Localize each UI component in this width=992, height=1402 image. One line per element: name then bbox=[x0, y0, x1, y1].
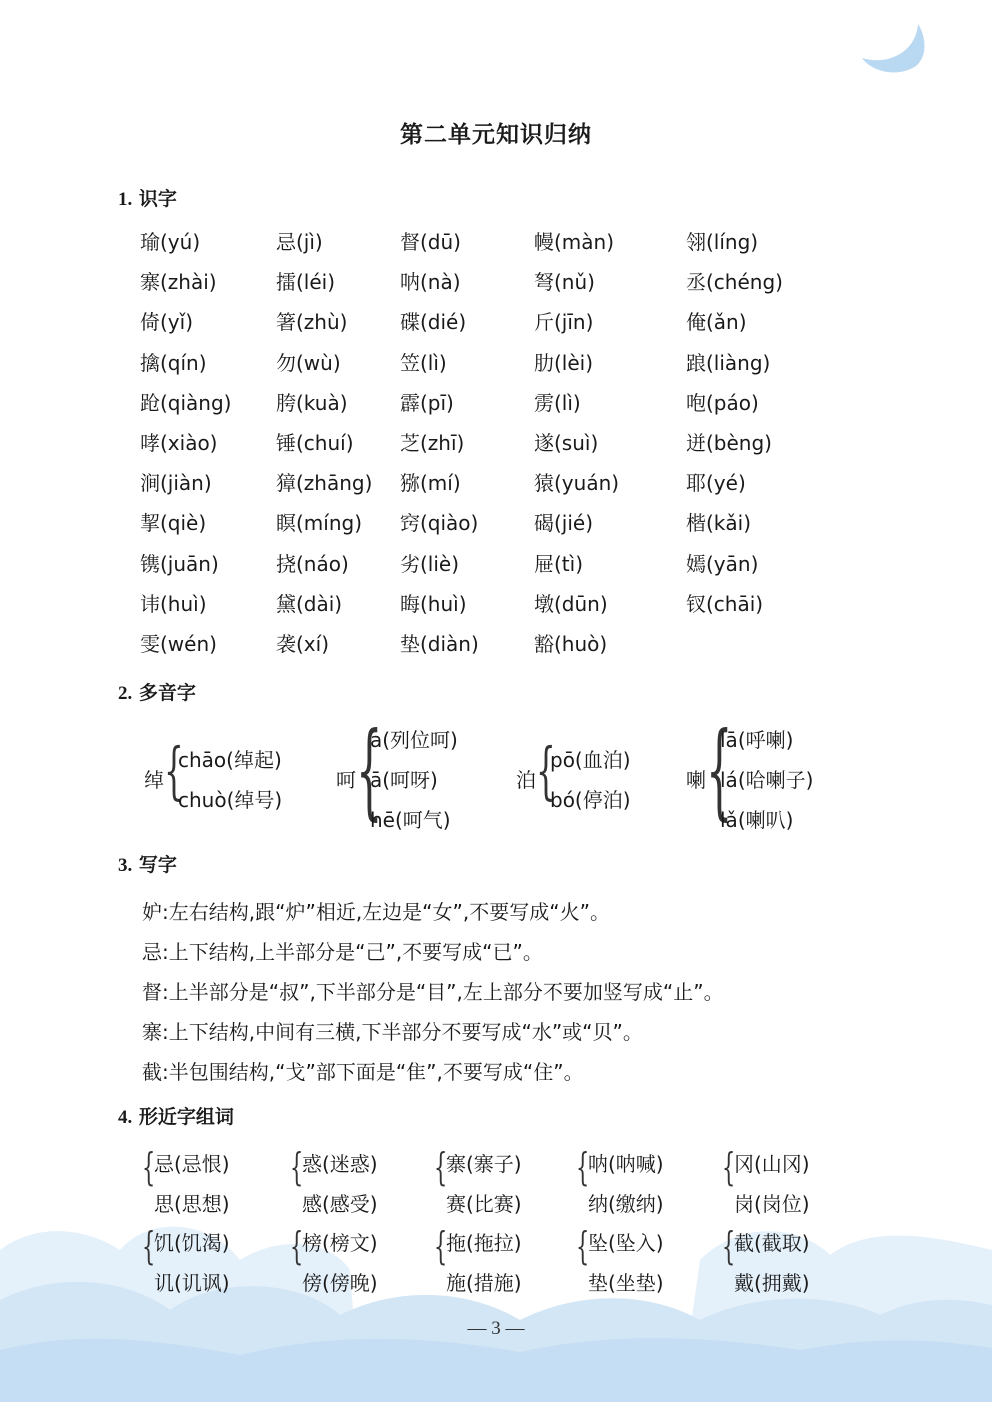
polyphone-reading: pō(血泊) bbox=[550, 748, 631, 772]
brace-icon: { bbox=[142, 1224, 156, 1268]
polyphone-char: 泊 bbox=[516, 768, 536, 792]
similar-word: 赛(比赛) bbox=[446, 1192, 522, 1216]
literacy-row bbox=[140, 306, 860, 346]
polyphone-reading: lá(哈喇子) bbox=[720, 768, 814, 792]
similar-word: 拖(拖拉) bbox=[446, 1231, 522, 1255]
section-number: 4. bbox=[118, 1107, 133, 1128]
similar-word: 冈(山冈) bbox=[734, 1152, 810, 1176]
similar-word: 榜(榜文) bbox=[302, 1231, 378, 1255]
literacy-char: 镌(juān) bbox=[140, 551, 219, 576]
literacy-char: 窍(qiào) bbox=[400, 511, 479, 536]
literacy-char: 碟(dié) bbox=[400, 310, 467, 335]
section-number: 1. bbox=[118, 189, 133, 210]
brace-icon: { bbox=[536, 734, 556, 807]
writing-rule: 截:半包围结构,“戈”部下面是“隹”,不要写成“住”。 bbox=[142, 1060, 584, 1084]
literacy-char: 嫣(yān) bbox=[686, 551, 759, 576]
section-heading-polyphones bbox=[118, 678, 196, 705]
literacy-row bbox=[140, 427, 860, 467]
literacy-char: 胯(kuà) bbox=[276, 390, 348, 415]
brace-icon: { bbox=[434, 1145, 448, 1189]
similar-word: 讥(讥讽) bbox=[154, 1271, 230, 1295]
literacy-char: 瞑(míng) bbox=[276, 511, 363, 536]
similar-word: 寨(寨子) bbox=[446, 1152, 522, 1176]
similar-word: 忌(忌恨) bbox=[154, 1152, 230, 1176]
literacy-char: 袭(xí) bbox=[276, 631, 329, 656]
section-title: 识字 bbox=[138, 188, 177, 210]
brace-icon: { bbox=[706, 709, 733, 831]
section-title: 写字 bbox=[138, 854, 177, 876]
literacy-char: 讳(huì) bbox=[140, 591, 207, 616]
page-title: 第二单元知识归纳 bbox=[400, 121, 592, 148]
literacy-char: 跄(qiàng) bbox=[140, 390, 232, 415]
section-number: 2. bbox=[118, 683, 133, 704]
section-title: 形近字组词 bbox=[138, 1106, 234, 1128]
literacy-char: 垫(diàn) bbox=[400, 631, 479, 656]
literacy-char: 箸(zhù) bbox=[276, 310, 348, 335]
writing-rule: 妒:左右结构,跟“炉”相近,左边是“女”,不要写成“火”。 bbox=[142, 900, 610, 924]
literacy-char: 猿(yuán) bbox=[534, 471, 620, 496]
section-title: 多音字 bbox=[138, 682, 196, 704]
literacy-char: 锤(chuí) bbox=[276, 430, 354, 455]
literacy-char: 肋(lèi) bbox=[534, 350, 594, 375]
literacy-char: 碣(jié) bbox=[534, 511, 594, 536]
brace-icon: { bbox=[164, 734, 184, 807]
polyphone-reading: chāo(绰起) bbox=[178, 748, 282, 772]
brace-icon: { bbox=[356, 709, 383, 831]
literacy-char: 督(dū) bbox=[400, 230, 461, 254]
literacy-char: 遂(suì) bbox=[534, 430, 599, 455]
literacy-grid bbox=[140, 226, 860, 668]
polyphone-reading: ā(呵呀) bbox=[370, 768, 438, 792]
literacy-char: 钗(chāi) bbox=[686, 591, 764, 616]
brace-icon: { bbox=[722, 1224, 736, 1268]
literacy-row bbox=[140, 266, 860, 306]
literacy-row bbox=[140, 507, 860, 547]
literacy-char: 黛(dài) bbox=[276, 591, 343, 616]
polyphone-reading: a(列位呵) bbox=[370, 728, 458, 752]
similar-word: 纳(缴纳) bbox=[588, 1192, 664, 1216]
literacy-char: 擂(léi) bbox=[276, 270, 336, 295]
literacy-row bbox=[140, 628, 860, 668]
literacy-char: 屉(tì) bbox=[534, 551, 584, 576]
literacy-char: 耶(yé) bbox=[686, 471, 746, 496]
polyphone-reading: hē(呵气) bbox=[370, 808, 451, 832]
polyphone-reading: lǎ(喇叭) bbox=[720, 808, 794, 832]
literacy-char: 咆(páo) bbox=[686, 390, 759, 415]
literacy-row bbox=[140, 226, 860, 266]
writing-rule: 寨:上下结构,中间有三横,下半部分不要写成“水”或“贝”。 bbox=[142, 1020, 643, 1044]
literacy-char: 斤(jīn) bbox=[534, 310, 594, 335]
similar-word: 傍(傍晚) bbox=[302, 1271, 378, 1295]
brace-icon: { bbox=[722, 1145, 736, 1189]
literacy-char: 霹(pī) bbox=[400, 390, 454, 415]
literacy-char: 翎(líng) bbox=[686, 230, 759, 254]
literacy-char: 劣(liè) bbox=[400, 551, 460, 576]
literacy-char: 笠(lì) bbox=[400, 350, 447, 375]
literacy-row bbox=[140, 387, 860, 427]
similar-word: 感(感受) bbox=[302, 1192, 378, 1216]
similar-word: 截(截取) bbox=[734, 1231, 810, 1255]
literacy-char: 幔(màn) bbox=[534, 230, 615, 254]
brace-icon: { bbox=[142, 1145, 156, 1189]
polyphone-char: 绰 bbox=[144, 768, 164, 792]
page-number: — 3 — bbox=[467, 1318, 525, 1339]
literacy-char: 踉(liàng) bbox=[686, 350, 771, 375]
brace-icon: { bbox=[290, 1145, 304, 1189]
section-heading-similar bbox=[118, 1102, 234, 1129]
literacy-char: 晦(huì) bbox=[400, 591, 467, 616]
literacy-row bbox=[140, 347, 860, 387]
literacy-char: 勿(wù) bbox=[276, 350, 341, 375]
literacy-char: 雯(wén) bbox=[140, 631, 217, 656]
similar-word: 岗(岗位) bbox=[734, 1192, 810, 1216]
literacy-char: 弩(nǔ) bbox=[534, 270, 595, 295]
literacy-row bbox=[140, 467, 860, 507]
brace-icon: { bbox=[434, 1224, 448, 1268]
brace-icon: { bbox=[576, 1224, 590, 1268]
brace-icon: { bbox=[576, 1145, 590, 1189]
polyphone-reading: bó(停泊) bbox=[550, 788, 631, 812]
literacy-char: 擒(qín) bbox=[140, 350, 207, 375]
literacy-char: 倚(yǐ) bbox=[140, 310, 193, 335]
section-number: 3. bbox=[118, 855, 133, 876]
section-heading-writing bbox=[118, 850, 177, 877]
similar-word: 垫(坐垫) bbox=[588, 1271, 664, 1295]
similar-word: 戴(拥戴) bbox=[734, 1271, 810, 1295]
literacy-char: 迸(bèng) bbox=[686, 430, 772, 455]
literacy-row bbox=[140, 548, 860, 588]
literacy-char: 豁(huò) bbox=[534, 631, 608, 656]
polyphone-reading: lā(呼喇) bbox=[720, 728, 794, 752]
literacy-char: 挠(náo) bbox=[276, 551, 349, 576]
literacy-char: 哮(xiào) bbox=[140, 430, 218, 455]
similar-word: 呐(呐喊) bbox=[588, 1152, 664, 1176]
literacy-char: 寨(zhài) bbox=[140, 270, 217, 295]
section-heading-literacy bbox=[118, 184, 177, 211]
polyphone-char: 喇 bbox=[686, 768, 706, 792]
literacy-char: 楷(kǎi) bbox=[686, 511, 751, 536]
literacy-char: 墩(dūn) bbox=[534, 591, 608, 616]
brace-icon: { bbox=[290, 1224, 304, 1268]
literacy-char: 呐(nà) bbox=[400, 270, 461, 295]
literacy-char: 挈(qiè) bbox=[140, 511, 207, 536]
polyphone-char: 呵 bbox=[336, 768, 356, 792]
literacy-char: 俺(ǎn) bbox=[686, 310, 747, 335]
literacy-char: 芝(zhī) bbox=[400, 430, 465, 455]
similar-word: 坠(坠入) bbox=[588, 1231, 664, 1255]
literacy-row bbox=[140, 588, 860, 628]
similar-word: 惑(迷惑) bbox=[302, 1152, 378, 1176]
moon-decoration bbox=[858, 22, 928, 78]
literacy-char: 丞(chéng) bbox=[686, 270, 783, 295]
literacy-char: 雳(lì) bbox=[534, 390, 581, 415]
writing-rule: 忌:上下结构,上半部分是“己”,不要写成“已”。 bbox=[142, 940, 543, 964]
literacy-char: 涧(jiàn) bbox=[140, 471, 212, 496]
literacy-char: 瑜(yú) bbox=[140, 230, 201, 254]
writing-rule: 督:上半部分是“叔”,下半部分是“目”,左上部分不要加竖写成“止”。 bbox=[142, 980, 724, 1004]
similar-word: 饥(饥渴) bbox=[154, 1231, 230, 1255]
literacy-char: 猕(mí) bbox=[400, 471, 461, 496]
similar-word: 思(思想) bbox=[154, 1192, 230, 1216]
literacy-char: 忌(jì) bbox=[276, 230, 323, 254]
similar-word: 施(措施) bbox=[446, 1271, 522, 1295]
literacy-char: 獐(zhāng) bbox=[276, 471, 373, 496]
polyphone-reading: chuò(绰号) bbox=[178, 788, 283, 812]
